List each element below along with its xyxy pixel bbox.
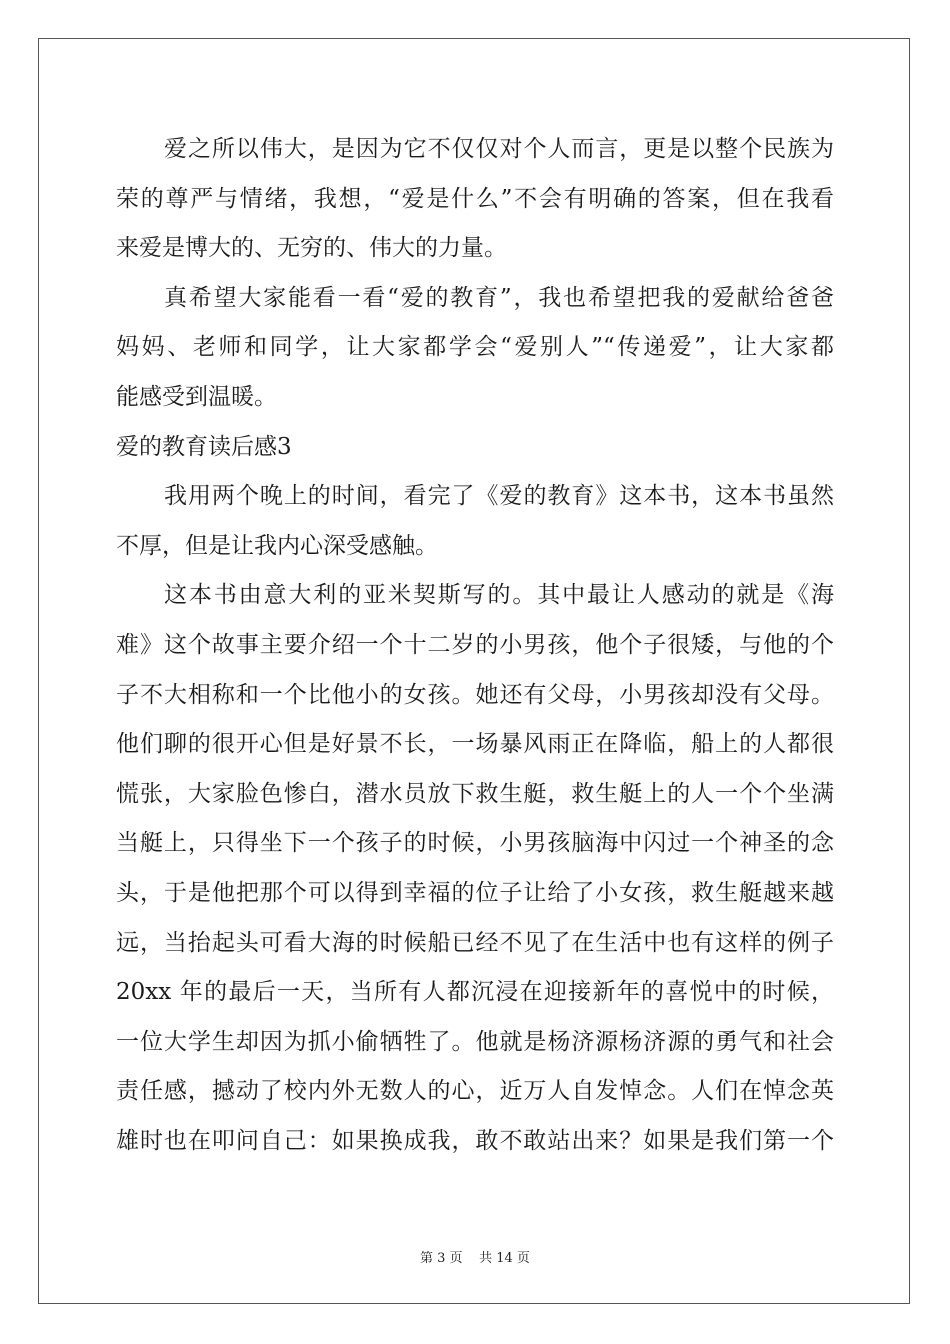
paragraph-line: 能感受到温暖。 (116, 383, 277, 410)
document-body (116, 125, 834, 1166)
paragraph-line: 难》这个故事主要介绍一个十二岁的小男孩，他个子很矮，与他的个 (116, 631, 834, 658)
paragraph-line: 子不大相称和一个比他小的女孩。她还有父母，小男孩却没有父母。 (116, 681, 834, 708)
section-heading: 爱的教育读后感3 (116, 433, 292, 460)
page-footer (0, 1247, 950, 1266)
page-total: 共 14 页 (479, 1251, 530, 1266)
paragraph-line: 当艇上，只得坐下一个孩子的时候，小男孩脑海中闪过一个神圣的念 (116, 830, 834, 857)
paragraph-line: 雄时也在叩问自己：如果换成我，敢不敢站出来？如果是我们第一个 (116, 1127, 834, 1154)
paragraph-line: 不厚，但是让我内心深受感触。 (116, 532, 438, 559)
paragraph-line: 他们聊的很开心但是好景不长，一场暴风雨正在降临，船上的人都很 (116, 731, 834, 758)
paragraph-line: 慌张，大家脸色惨白，潜水员放下救生艇，救生艇上的人一个个坐满 (116, 780, 834, 807)
paragraph-line: 妈妈、老师和同学，让大家都学会“爱别人”“传递爱”，让大家都 (116, 334, 834, 361)
paragraph-line: 20xx 年的最后一天，当所有人都沉浸在迎接新年的喜悦中的时候， (116, 979, 834, 1006)
paragraph-line: 荣的尊严与情绪，我想，“爱是什么”不会有明确的答案，但在我看 (116, 185, 834, 212)
paragraph-line: 真希望大家能看一看“爱的教育”，我也希望把我的爱献给爸爸 (164, 284, 834, 311)
paragraph-line: 远，当抬起头可看大海的时候船已经不见了在生活中也有这样的例子 (116, 929, 834, 956)
paragraph-line: 爱之所以伟大，是因为它不仅仅对个人而言，更是以整个民族为 (164, 136, 834, 162)
paragraph-line: 来爱是博大的、无穷的、伟大的力量。 (116, 235, 507, 262)
page-number: 第 3 页 (420, 1251, 463, 1266)
paragraph-line: 我用两个晚上的时间，看完了《爱的教育》这本书，这本书虽然 (164, 483, 834, 510)
paragraph-line: 责任感，撼动了校内外无数人的心，近万人自发悼念。人们在悼念英 (116, 1078, 834, 1105)
paragraph-line: 这本书由意大利的亚米契斯写的。其中最让人感动的就是《海 (164, 582, 834, 609)
paragraph-line: 头，于是他把那个可以得到幸福的位子让给了小女孩，救生艇越来越 (116, 879, 834, 906)
paragraph-line: 一位大学生却因为抓小偷牺牲了。他就是杨济源杨济源的勇气和社会 (116, 1028, 834, 1055)
